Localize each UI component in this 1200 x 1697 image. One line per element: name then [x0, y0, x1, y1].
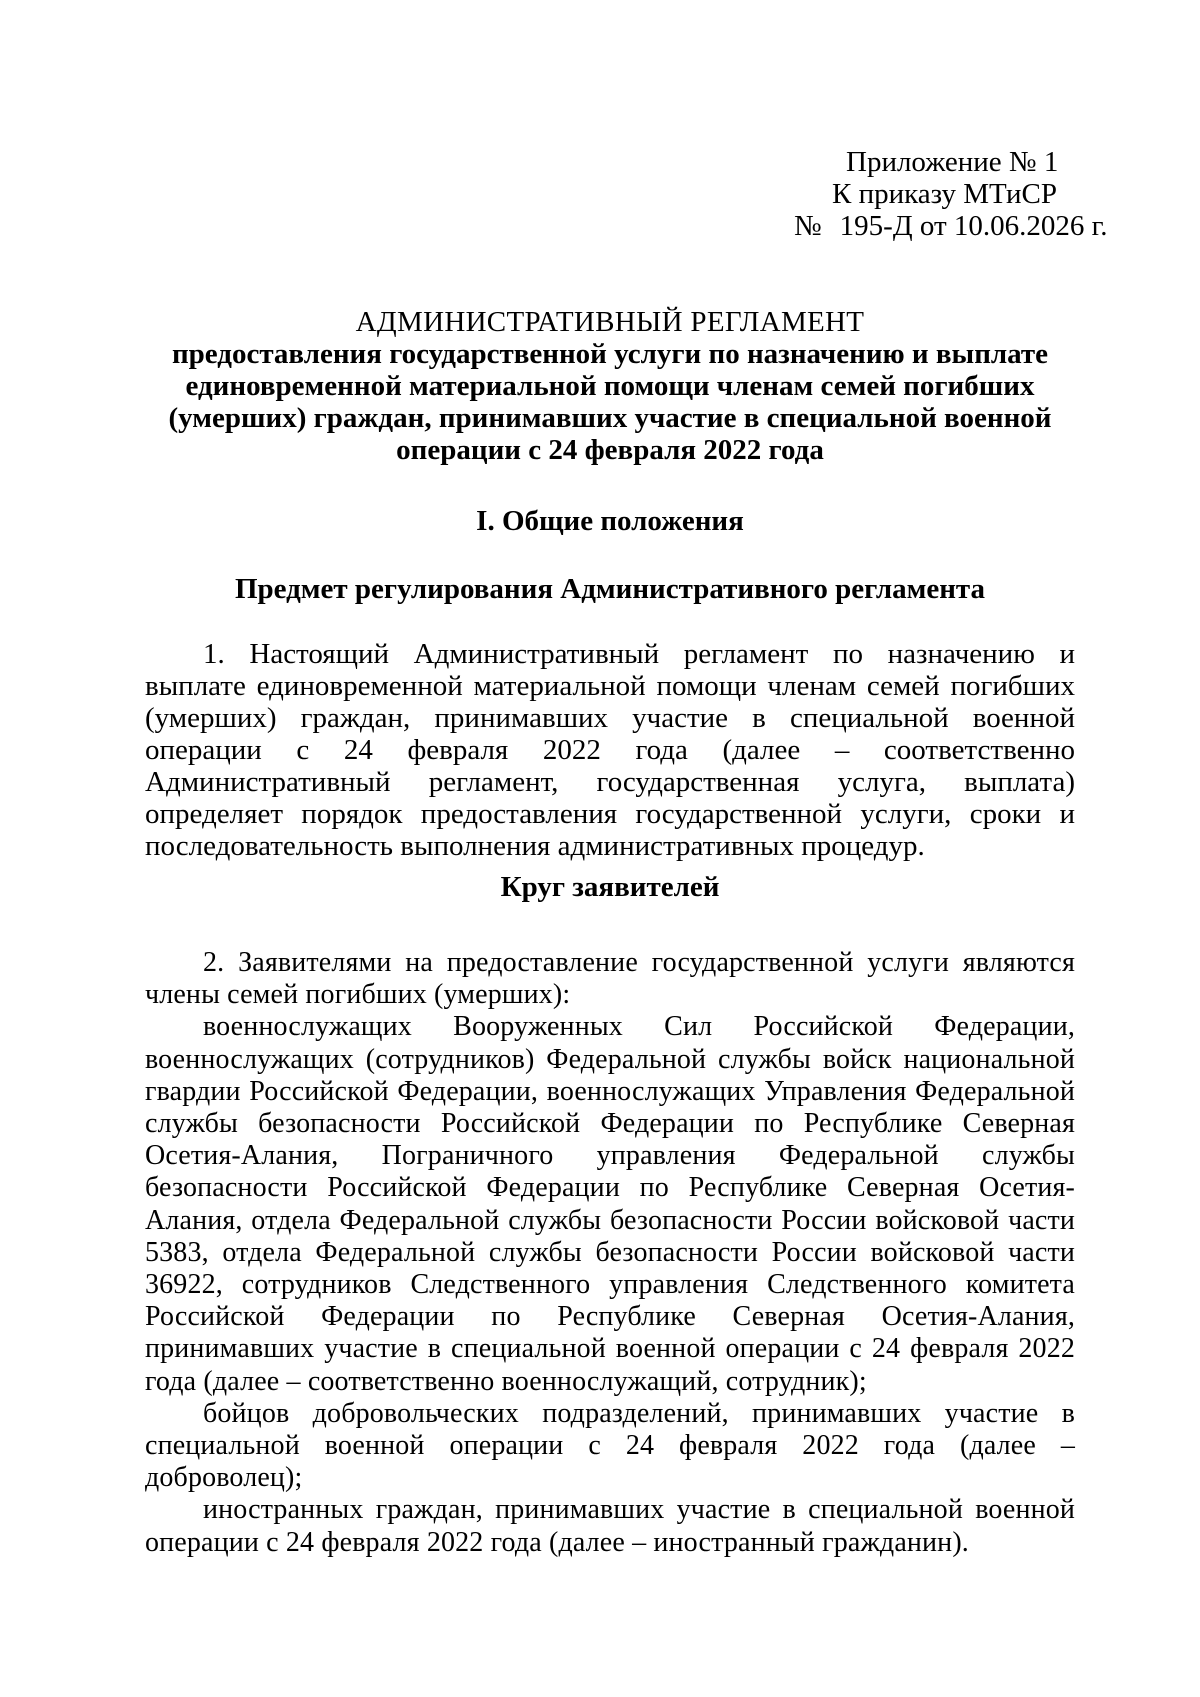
- appendix-number: Приложение № 1: [846, 146, 1059, 178]
- paragraph-1: 1. Настоящий Административный регламент по назначению и выплате единовременной материальной помощи членам семей погибших (умерших) граждан, принимавших участие в специальной военной операции с 24 февраля 2022 года (далее – соответственно Административный регламент, государственная услуга, выплата) определяет порядок предоставления государственной услуги, сроки и последовательность выполнения административных процедур.: [145, 638, 1075, 862]
- appendix-block: [770, 146, 1108, 242]
- paragraph-2-intro: 2. Заявителями на предоставление государственной услуги являются члены семей погибших (умерших):: [145, 947, 1075, 1011]
- regulation-title: АДМИНИСТРАТИВНЫЙ РЕГЛАМЕНТ: [355, 306, 865, 338]
- subsection-heading-applicants: Круг заявителей: [500, 871, 720, 903]
- section-heading-general: I. Общие положения: [476, 505, 744, 537]
- regulation-subtitle-line: предоставления государственной услуги по назначению и выплате: [171, 338, 1049, 370]
- applicant-item-volunteers: бойцов добровольческих подразделений, принимавших участие в специальной военной операции с 24 февраля 2022 года (далее – доброволец);: [145, 1397, 1075, 1494]
- appendix-order-reference: К приказу МТиСР: [832, 178, 1058, 210]
- applicants-list: [145, 947, 1075, 1559]
- number-sign: №: [794, 210, 822, 242]
- subsection-heading-subject: Предмет регулирования Административного регламента: [234, 573, 986, 605]
- regulation-subtitle-line: (умерших) граждан, принимавших участие в специальной военной: [168, 402, 1052, 434]
- document-title: [145, 306, 1075, 466]
- regulation-subtitle-line: единовременной материальной помощи членам семей погибших: [185, 370, 1035, 402]
- applicant-item-foreign: иностранных граждан, принимавших участие в специальной военной операции с 24 февраля 2022 года (далее – иностранный гражданин).: [145, 1494, 1075, 1558]
- applicant-item-military: военнослужащих Вооруженных Сил Российской Федерации, военнослужащих (сотрудников) Федеральной службы войск национальной гвардии Российской Федерации, военнослужащих Управления Федеральной службы безопасности Российской Федерации по Республике Северная Осетия-Алания, Пограничного управления Федеральной службы безопасности Российской Федерации по Республике Северная Осетия-Алания, отдела Федеральной службы безопасности России войсковой части 5383, отдела Федеральной службы безопасности России войсковой части 36922, сотрудников Следственного управления Следственного комитета Российской Федерации по Республике Северная Осетия-Алания, принимавших участие в специальной военной операции с 24 февраля 2022 года (далее – соответственно военнослужащий, сотрудник);: [145, 1011, 1075, 1397]
- order-number-date: 195-Д от 10.06.2026 г.: [839, 210, 1108, 242]
- regulation-subtitle-line: операции с 24 февраля 2022 года: [396, 434, 824, 466]
- appendix-order-number: [794, 210, 1108, 242]
